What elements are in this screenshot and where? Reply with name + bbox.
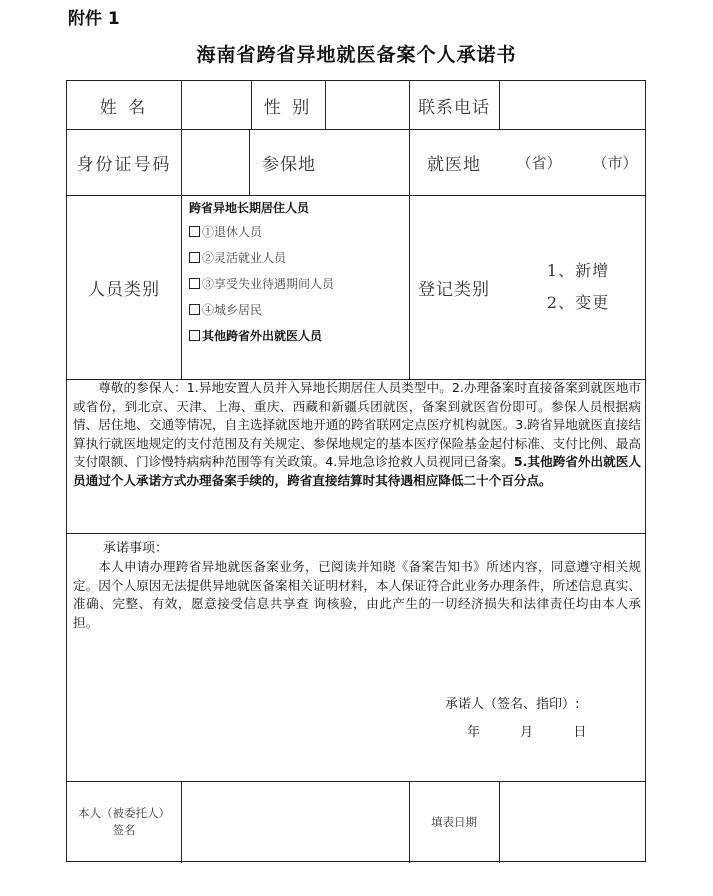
register-options xyxy=(510,195,646,379)
name-field[interactable] xyxy=(182,81,251,129)
day-label: 日 xyxy=(573,725,587,740)
row-divider xyxy=(67,533,645,534)
phone-label: 联系电话 xyxy=(418,97,490,118)
checkbox-icon[interactable] xyxy=(189,226,200,237)
fill-date-label: 填表日期 xyxy=(431,814,477,829)
long-term-header: 跨省异地长期居住人员 xyxy=(189,201,310,215)
name-label: 姓 名 xyxy=(99,97,149,118)
year-label: 年 xyxy=(467,725,481,740)
option-retired[interactable]: ①退休人员 xyxy=(189,219,407,245)
category-label: 人员类别 xyxy=(88,279,160,300)
province-label: （省） xyxy=(516,153,562,172)
checkbox-icon[interactable] xyxy=(189,330,200,341)
medical-place-label: 就医地 xyxy=(427,154,481,175)
gender-label: 性 别 xyxy=(263,97,313,118)
phone-field[interactable] xyxy=(500,81,646,129)
attachment-label: 附件 1 xyxy=(68,9,120,29)
notice-text: 尊敬的参保人：1.异地安置人员并入异地长期居住人员类型中。2.办理备案时直接备案到就医地市或省份，到北京、天津、上海、重庆、西藏和新疆兵团就医，备案到就医省份即可。参保人员根据病情、居住地、交通等情况，自主选择就医地开通的跨省联网定点医疗机构就医。3.跨省异地就医直接结算执行就医地规定的支付范围及有关规定、参保地规定的基本医疗保险基金起付标准、支付比例、最高支付限额、门诊慢特病病种范围等有关政策。4.异地急诊抢救人员视同已备案。5.其他跨省外出就医人员通过个人承诺方式办理备案手续的，跨省直接结算时其待遇相应降低二十个百分点。 xyxy=(73,380,641,488)
option-other[interactable]: 其他跨省外出就医人员 xyxy=(189,323,407,349)
option-resident[interactable]: ④城乡居民 xyxy=(189,297,407,323)
page-title: 海南省跨省异地就医备案个人承诺书 xyxy=(196,44,517,66)
option-unemployed[interactable]: ③享受失业待遇期间人员 xyxy=(189,271,407,297)
fill-date-field[interactable] xyxy=(500,781,646,863)
checkbox-icon[interactable] xyxy=(189,278,200,289)
checkbox-icon[interactable] xyxy=(189,252,200,263)
promise-text: 本人申请办理跨省异地就医备案业务，已阅读并知晓《备案告知书》所述内容，同意遵守相关规定。因个人原因无法提供异地就医备案相关证明材料，本人保证符合此业务办理条件，所述信息真实、准确、完整、有效，愿意接受信息共享查 询核验，由此产生的一切经济损失和法律责任均由本人承担。 xyxy=(73,559,641,630)
id-field[interactable] xyxy=(182,129,249,195)
register-change[interactable]: 2、变更 xyxy=(546,293,610,312)
form-table xyxy=(66,80,646,862)
checkbox-icon[interactable] xyxy=(189,304,200,315)
gender-field[interactable] xyxy=(326,81,409,129)
option-flexible[interactable]: ②灵活就业人员 xyxy=(189,245,407,271)
signature-label: 本人（被委托人） 签名 xyxy=(78,806,170,837)
insured-place-label: 参保地 xyxy=(262,154,316,175)
signer-label: 承诺人（签名、指印）: xyxy=(445,697,580,712)
city-label: （市） xyxy=(592,153,638,172)
register-label: 登记类别 xyxy=(418,279,490,300)
insured-place-field[interactable] xyxy=(329,129,409,195)
signature-field[interactable] xyxy=(182,781,409,863)
promise-header: 承诺事项： xyxy=(103,541,169,556)
register-new[interactable]: 1、新增 xyxy=(546,261,610,280)
id-label: 身份证号码 xyxy=(76,154,172,175)
promise-date xyxy=(467,721,622,740)
month-label: 月 xyxy=(520,725,534,740)
notice-bold: 5.其他跨省外出就医人员通过个人承诺方式办理备案手续的，跨省直接结算时其待遇相应降低二十个百分点。 xyxy=(73,454,641,488)
category-options xyxy=(189,199,407,349)
